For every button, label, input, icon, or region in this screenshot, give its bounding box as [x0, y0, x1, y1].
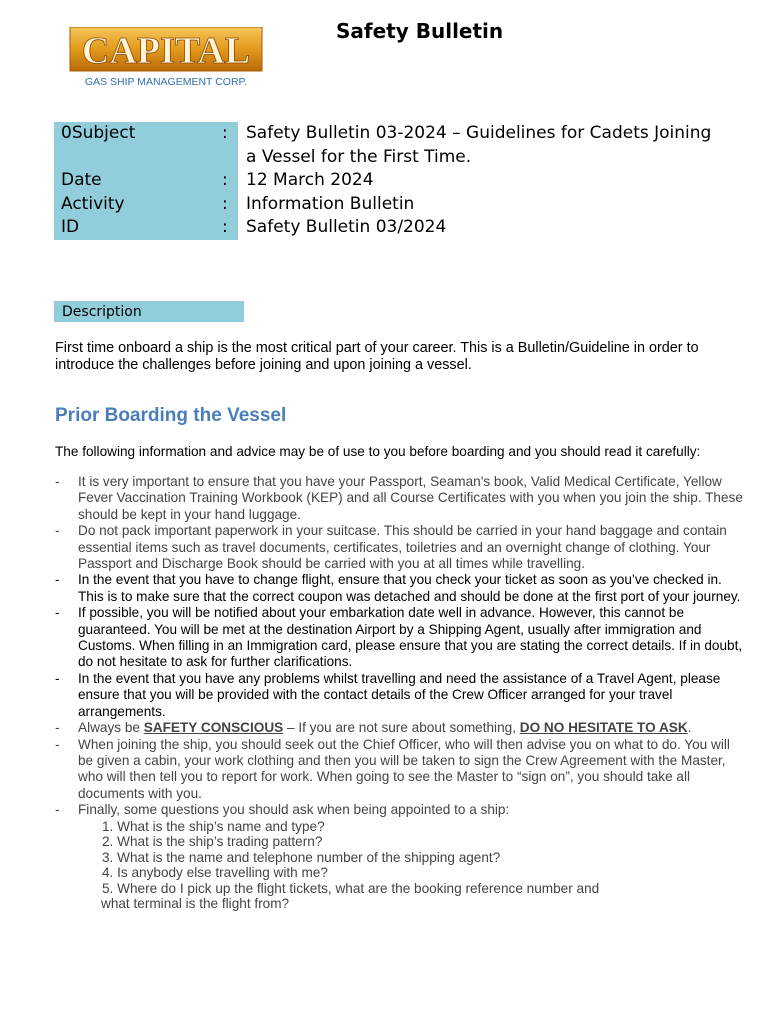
list-item: [55, 474, 745, 523]
list-item: [55, 523, 745, 572]
dash-bullet: -: [55, 736, 60, 752]
info-key: Date: [61, 170, 102, 190]
page-title: Safety Bulletin: [336, 19, 504, 43]
list-item-text: Do not pack important paperwork in your suitcase. This should be carried in your hand baggage and contain essential items such as travel documents, certificates, toiletries and an overnight change of clothing. Your Passport and Discharge Book should be carried with you at all times while travelling.: [78, 523, 727, 572]
info-key-cell: [54, 216, 238, 240]
info-colon: :: [222, 123, 228, 143]
safety-prefix: Always be: [78, 720, 144, 736]
list-item: [55, 572, 745, 605]
dash-bullet: -: [55, 802, 60, 818]
list-item: [55, 737, 745, 803]
dash-bullet: -: [55, 605, 60, 621]
safety-suffix: .: [687, 720, 692, 736]
question-item: 2. What is the ship’s trading pattern?: [102, 834, 323, 850]
info-key-cell: [54, 169, 238, 193]
info-key: 0Subject: [61, 123, 136, 143]
list-item: [55, 671, 745, 720]
list-item-text: It is very important to ensure that you have your Passport, Seaman's book, Valid Medical Certificate, Yellow Fever Vaccination Training Workbook (KEP) and all Course Certificates with you when you join the ship. These should be kept in your hand luggage.: [78, 474, 743, 522]
info-row-date: [54, 169, 724, 193]
question-list: [102, 819, 745, 912]
info-row-subject: [54, 122, 724, 169]
list-item-text: When joining the ship, you should seek out the Chief Officer, who will then advise you on what to do. You will be given a cabin, your work clothing and then you will be taken to sign the Crew Agreement with the Master, who will then tell you to report for work. When going to see the Master to “sign on”, you should take all documents with you.: [78, 736, 730, 801]
dash-bullet: -: [55, 474, 60, 489]
info-key-cell: [54, 193, 238, 217]
info-row-activity: [54, 193, 724, 217]
bulletin-info-table: [54, 122, 724, 240]
dash-bullet: -: [55, 523, 60, 539]
info-key-cell: [54, 122, 238, 169]
list-item-text: In the event that you have any problems whilst travelling and need the assistance of a Travel Agent, please ensure that you will be provided with the contact details of the Crew Officer arranged for your travel arrangements.: [78, 670, 721, 719]
info-value-activity: Information Bulletin: [246, 193, 415, 214]
info-colon: :: [222, 217, 228, 237]
dash-bullet: -: [55, 572, 60, 588]
question-item: 4. Is anybody else travelling with me?: [102, 865, 328, 881]
capital-logo: [66, 27, 266, 89]
info-value-date: 12 March 2024: [246, 170, 374, 190]
lead-paragraph: The following information and advice may be of use to you before boarding and you should read it carefully:: [55, 444, 701, 459]
info-colon: :: [222, 170, 228, 190]
section-heading: Prior Boarding the Vessel: [55, 405, 287, 426]
info-key: Activity: [61, 193, 125, 214]
description-label: Description: [54, 301, 244, 322]
logo-sub-text: GAS SHIP MANAGEMENT CORP.: [84, 76, 248, 88]
dash-bullet: -: [55, 720, 60, 736]
question-item: 1. What is the ship’s name and type?: [102, 818, 325, 834]
dash-bullet: -: [55, 670, 60, 686]
list-item-text: If possible, you will be notified about your embarkation date well in advance. However, this cannot be guaranteed. You will be met at the destination Airport by a Shipping Agent, usually after immigration and Customs. When filling in an Immigration card, please ensure that you are stating the correct details. If in doubt, do not hesitate to ask for further clarifications.: [78, 605, 743, 670]
guideline-list: [55, 474, 745, 912]
list-item-safety: [55, 720, 745, 736]
question-item: 5. Where do I pick up the flight tickets, what are the booking reference number and: [102, 880, 600, 896]
info-value-subject: Safety Bulletin 03-2024 – Guidelines for Cadets Joining a Vessel for the First Time.: [246, 123, 712, 167]
question-item: 3. What is the name and telephone number of the shipping agent?: [102, 849, 501, 865]
intro-paragraph: First time onboard a ship is the most critical part of your career. This is a Bulletin/Guideline in order to introduce the challenges before joining and upon joining a vessel.: [55, 340, 699, 373]
list-item: [55, 802, 745, 911]
list-item-text: In the event that you have to change flight, ensure that you check your ticket as soon as you’ve checked in. This is to make sure that the correct coupon was detached and should be done at the first port of your journey.: [78, 572, 741, 604]
list-item-text: Finally, some questions you should ask when being appointed to a ship:: [78, 802, 510, 818]
info-row-id: [54, 216, 724, 240]
logo-main-text: CAPITAL: [81, 30, 251, 72]
safety-conscious-emphasis: SAFETY CONSCIOUS: [143, 720, 284, 736]
info-colon: :: [222, 193, 228, 214]
do-not-hesitate-emphasis: DO NO HESITATE TO ASK: [519, 720, 688, 736]
safety-middle: – If you are not sure about something,: [283, 720, 520, 736]
list-item: [55, 605, 745, 671]
info-value-id: Safety Bulletin 03/2024: [246, 217, 447, 237]
info-key: ID: [61, 217, 80, 237]
question-continuation: what terminal is the flight from?: [101, 896, 290, 912]
